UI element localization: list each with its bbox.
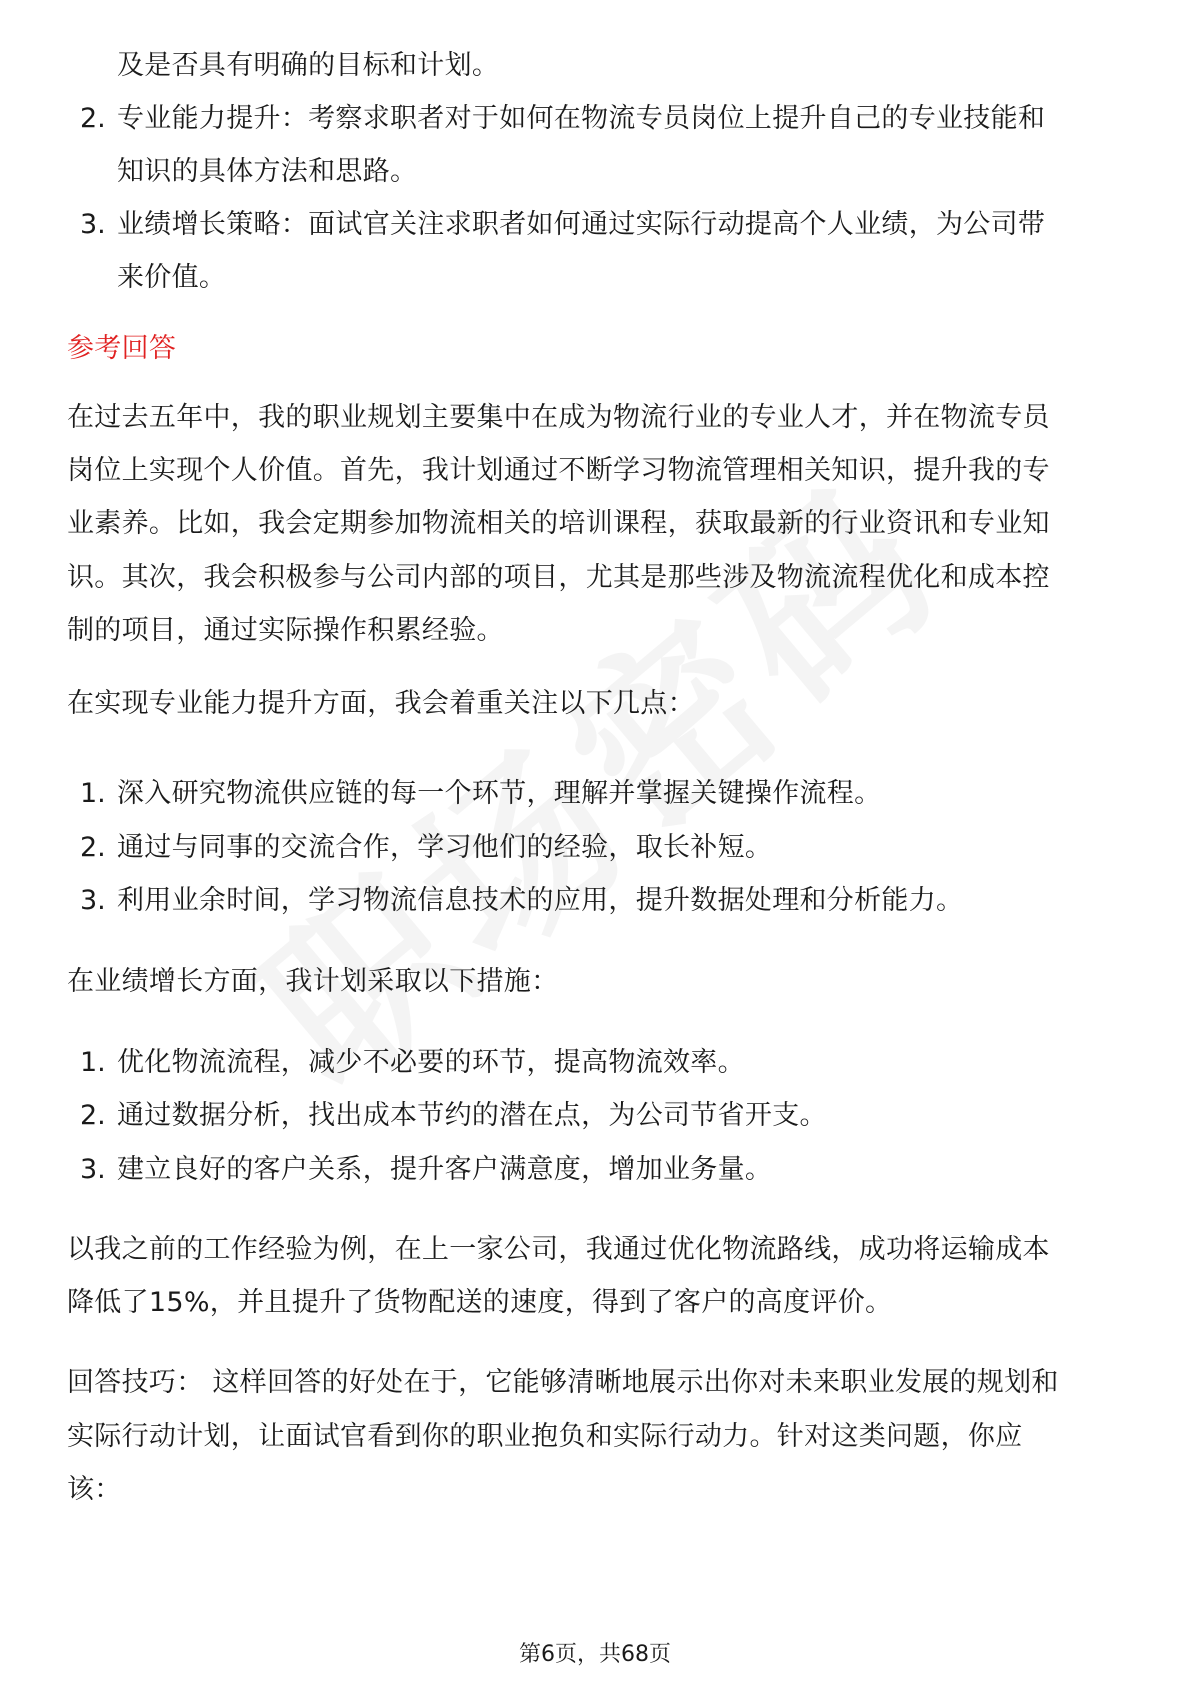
paragraph-line: 在过去五年中，我的职业规划主要集中在成为物流行业的专业人才，并在物流专员 [67, 402, 1050, 433]
list-number: 3. [80, 1154, 106, 1185]
list-item: 通过与同事的交流合作，学习他们的经验，取长补短。 [117, 832, 773, 863]
list-item: 通过数据分析，找出成本节约的潜在点，为公司节省开支。 [117, 1100, 827, 1131]
intro-list-number: 3. [80, 209, 106, 240]
list-item: 深入研究物流供应链的每一个环节，理解并掌握关键操作流程。 [117, 778, 882, 809]
paragraph-line: 在实现专业能力提升方面，我会着重关注以下几点： [67, 688, 695, 719]
list-number: 1. [80, 778, 106, 809]
list-item: 建立良好的客户关系，提升客户满意度，增加业务量。 [117, 1154, 773, 1185]
paragraph-line: 制的项目，通过实际操作积累经验。 [67, 615, 504, 646]
paragraph-line: 岗位上实现个人价值。首先，我计划通过不断学习物流管理相关知识，提升我的专 [67, 455, 1050, 486]
paragraph-line: 降低了15%，并且提升了货物配送的速度，得到了客户的高度评价。 [67, 1287, 893, 1318]
list-number: 2. [80, 1100, 106, 1131]
list-number: 2. [80, 832, 106, 863]
tips-line: 回答技巧： 这样回答的好处在于，它能够清晰地展示出你对未来职业发展的规划和 [67, 1367, 1059, 1398]
list-item: 利用业余时间，学习物流信息技术的应用，提升数据处理和分析能力。 [117, 885, 964, 916]
tips-line: 该： [67, 1474, 122, 1505]
paragraph-line: 识。其次，我会积极参与公司内部的项目，尤其是那些涉及物流流程优化和成本控 [67, 562, 1050, 593]
answer-heading: 参考回答 [67, 333, 177, 364]
list-number: 1. [80, 1047, 106, 1078]
paragraph-line: 以我之前的工作经验为例，在上一家公司，我通过优化物流路线，成功将运输成本 [67, 1234, 1050, 1265]
paragraph-line: 在业绩增长方面，我计划采取以下措施： [67, 966, 559, 997]
list-item: 优化物流流程，减少不必要的环节，提高物流效率。 [117, 1047, 745, 1078]
list-number: 3. [80, 885, 106, 916]
tips-line: 实际行动计划，让面试官看到你的职业抱负和实际行动力。针对这类问题，你应 [67, 1421, 1023, 1452]
intro-tail-text: 及是否具有明确的目标和计划。 [117, 50, 500, 81]
intro-list-item-line: 知识的具体方法和思路。 [117, 156, 418, 187]
intro-list-item-line: 来价值。 [117, 262, 227, 293]
intro-list-item-line: 专业能力提升：考察求职者对于如何在物流专员岗位上提升自己的专业技能和 [117, 103, 1046, 134]
page-number-footer: 第6页，共68页 [519, 1642, 671, 1667]
intro-list-item-line: 业绩增长策略：面试官关注求职者如何通过实际行动提高个人业绩，为公司带 [117, 209, 1046, 240]
paragraph-line: 业素养。比如，我会定期参加物流相关的培训课程，获取最新的行业资讯和专业知 [67, 508, 1050, 539]
intro-list-number: 2. [80, 103, 106, 134]
